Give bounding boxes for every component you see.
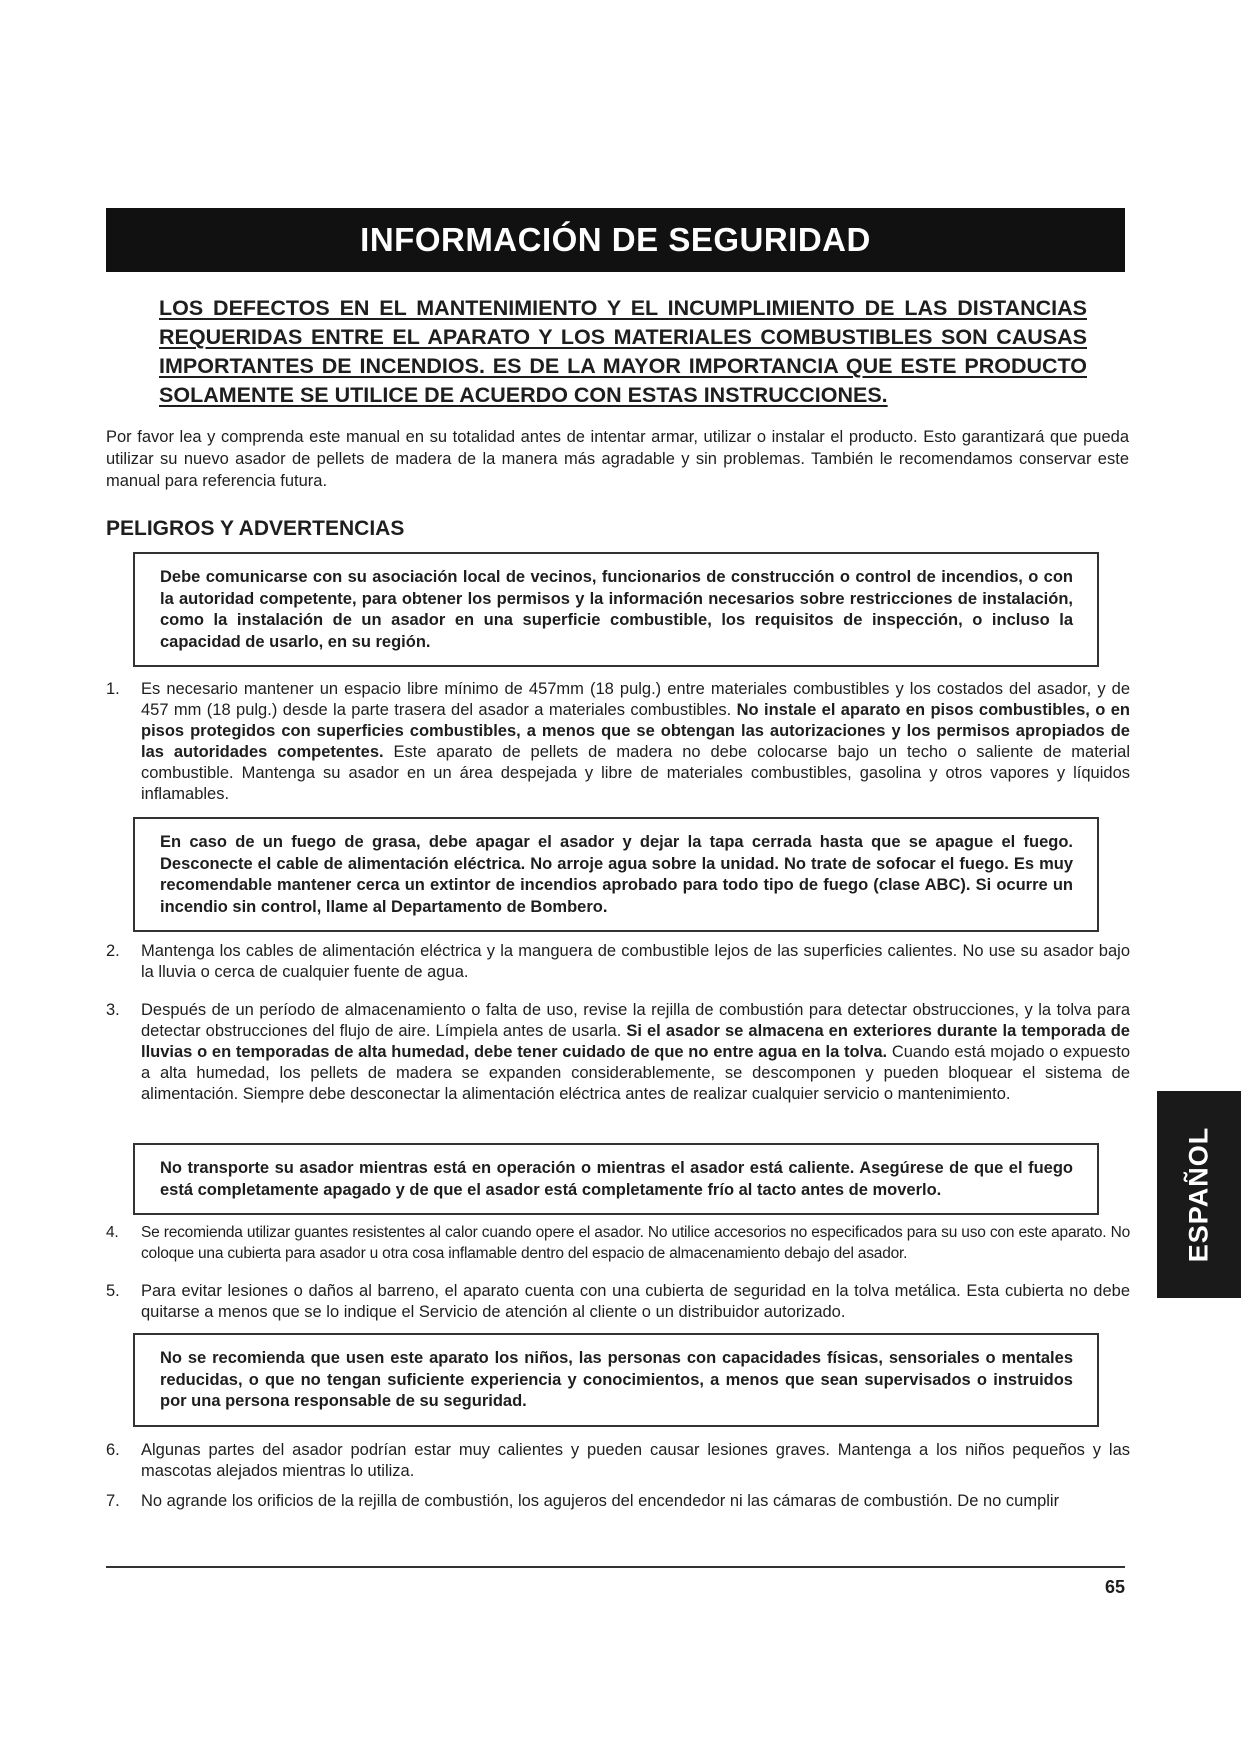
list-item-text: Es necesario mantener un espacio libre mínimo de 457mm (18 pulg.) entre materiales combustibles y los costados del asador, y de 457 mm (18 pulg.) desde la parte trasera del asador a materiales combustibles. No instale el aparato en pisos combustibles, o en pisos protegidos con superficies combustibles, a menos que se obtengan las autorizaciones y los permisos apropiados de las autoridades competentes. Este aparato de pellets de madera no debe colocarse bajo un techo o saliente de material combustible. Mantenga su asador en un área despejada y libre de materiales combustibles, gasolina y otros vapores y líquidos inflamables.	[141, 680, 1130, 803]
list-item-5	[106, 1281, 1130, 1323]
list-number: 3.	[106, 1001, 120, 1019]
list-item-text: Algunas partes del asador podrían estar muy calientes y pueden causar lesiones graves. Mantenga a los niños pequeños y las mascotas alejados mientras lo utiliza.	[141, 1441, 1130, 1480]
list-item-7	[106, 1491, 1130, 1512]
warning-box-permits: Debe comunicarse con su asociación local de vecinos, funcionarios de construcción o control de incendios, o con la autoridad competente, para obtener los permisos y la información necesarios sobre restricciones de instalación, como la instalación de un asador en una superficie combustible, los requisitos de inspección, o incluso la capacidad de usarlo, en su región.	[133, 552, 1099, 667]
footer-divider	[106, 1566, 1125, 1568]
list-item-text: Después de un período de almacenamiento o falta de uso, revise la rejilla de combustión para detectar obstrucciones, y la tolva para detectar obstrucciones del flujo de aire. Límpiela antes de usarla. Si el asador se almacena en exteriores durante la temporada de lluvias o en temporadas de alta humedad, debe tener cuidado de que no entre agua en la tolva. Cuando está mojado o expuesto a alta humedad, los pellets de madera se expanden considerablemente, se descomponen y pueden bloquear el sistema de alimentación. Siempre debe desconectar la alimentación eléctrica antes de realizar cualquier servicio o mantenimiento.	[141, 1001, 1130, 1103]
language-tab	[1157, 1091, 1241, 1298]
list-item-text: Para evitar lesiones o daños al barreno, el aparato cuenta con una cubierta de seguridad en la tolva metálica. Esta cubierta no debe quitarse a menos que se lo indique el Servicio de atención al cliente o un distribuidor autorizado.	[141, 1282, 1130, 1321]
list-number: 5.	[106, 1282, 120, 1300]
warning-box-transport: No transporte su asador mientras está en operación o mientras el asador está caliente. Asegúrese de que el fuego está completamente apagado y de que el asador está completamente frío al tacto antes de moverlo.	[133, 1143, 1099, 1215]
page-title-banner	[106, 208, 1125, 272]
list-number: 1.	[106, 680, 120, 698]
section-heading: PELIGROS Y ADVERTENCIAS	[106, 517, 405, 540]
intro-warning: LOS DEFECTOS EN EL MANTENIMIENTO Y EL INCUMPLIMIENTO DE LAS DISTANCIAS REQUERIDAS ENTRE EL APARATO Y LOS MATERIALES COMBUSTIBLES SON CAUSAS IMPORTANTES DE INCENDIOS. ES DE LA MAYOR IMPORTANCIA QUE ESTE PRODUCTO SOLAMENTE SE UTILICE DE ACUERDO CON ESTAS INSTRUCCIONES.	[159, 296, 1087, 407]
list-item-2	[106, 941, 1130, 983]
list-item-text: Se recomienda utilizar guantes resistentes al calor cuando opere el asador. No utilice accesorios no especificados para su uso con este aparato. No coloque una cubierta para asador u otra cosa inflamable dentro del espacio de almacenamiento debajo del asador.	[141, 1224, 1130, 1262]
list-number: 2.	[106, 942, 120, 960]
page-number: 65	[1104, 1577, 1125, 1597]
intro-paragraph: Por favor lea y comprenda este manual en su totalidad antes de intentar armar, utilizar o instalar el producto. Esto garantizará que pueda utilizar su nuevo asador de pellets de madera de la manera más agradable y sin problemas. También le recomendamos conservar este manual para referencia futura.	[106, 428, 1129, 490]
list-number: 4.	[106, 1224, 119, 1241]
warning-box-children: No se recomienda que usen este aparato los niños, las personas con capacidades físicas, sensoriales o mentales reducidas, o que no tengan suficiente experiencia y conocimientos, a menos que sean supervisados o instruidos por una persona responsable de su seguridad.	[133, 1333, 1099, 1427]
list-item-1	[106, 679, 1130, 805]
list-number: 7.	[106, 1492, 120, 1510]
warning-box-grease-fire: En caso de un fuego de grasa, debe apagar el asador y dejar la tapa cerrada hasta que se apague el fuego. Desconecte el cable de alimentación eléctrica. No arroje agua sobre la unidad. No trate de sofocar el fuego. Es muy recomendable mantener cerca un extintor de incendios aprobado para todo tipo de fuego (clase ABC). Si ocurre un incendio sin control, llame al Departamento de Bombero.	[133, 817, 1099, 932]
list-number: 6.	[106, 1441, 120, 1459]
page-title: INFORMACIÓN DE SEGURIDAD	[360, 221, 871, 258]
list-item-text: Mantenga los cables de alimentación eléctrica y la manguera de combustible lejos de las superficies calientes. No use su asador bajo la lluvia o cerca de cualquier fuente de agua.	[141, 942, 1130, 981]
list-item-6	[106, 1440, 1130, 1482]
list-item-3	[106, 1000, 1130, 1105]
language-tab-label: ESPAÑOL	[1183, 1126, 1214, 1263]
list-item-text: No agrande los orificios de la rejilla de combustión, los agujeros del encendedor ni las cámaras de combustión. De no cumplir	[141, 1492, 1060, 1510]
list-item-4	[106, 1222, 1130, 1264]
